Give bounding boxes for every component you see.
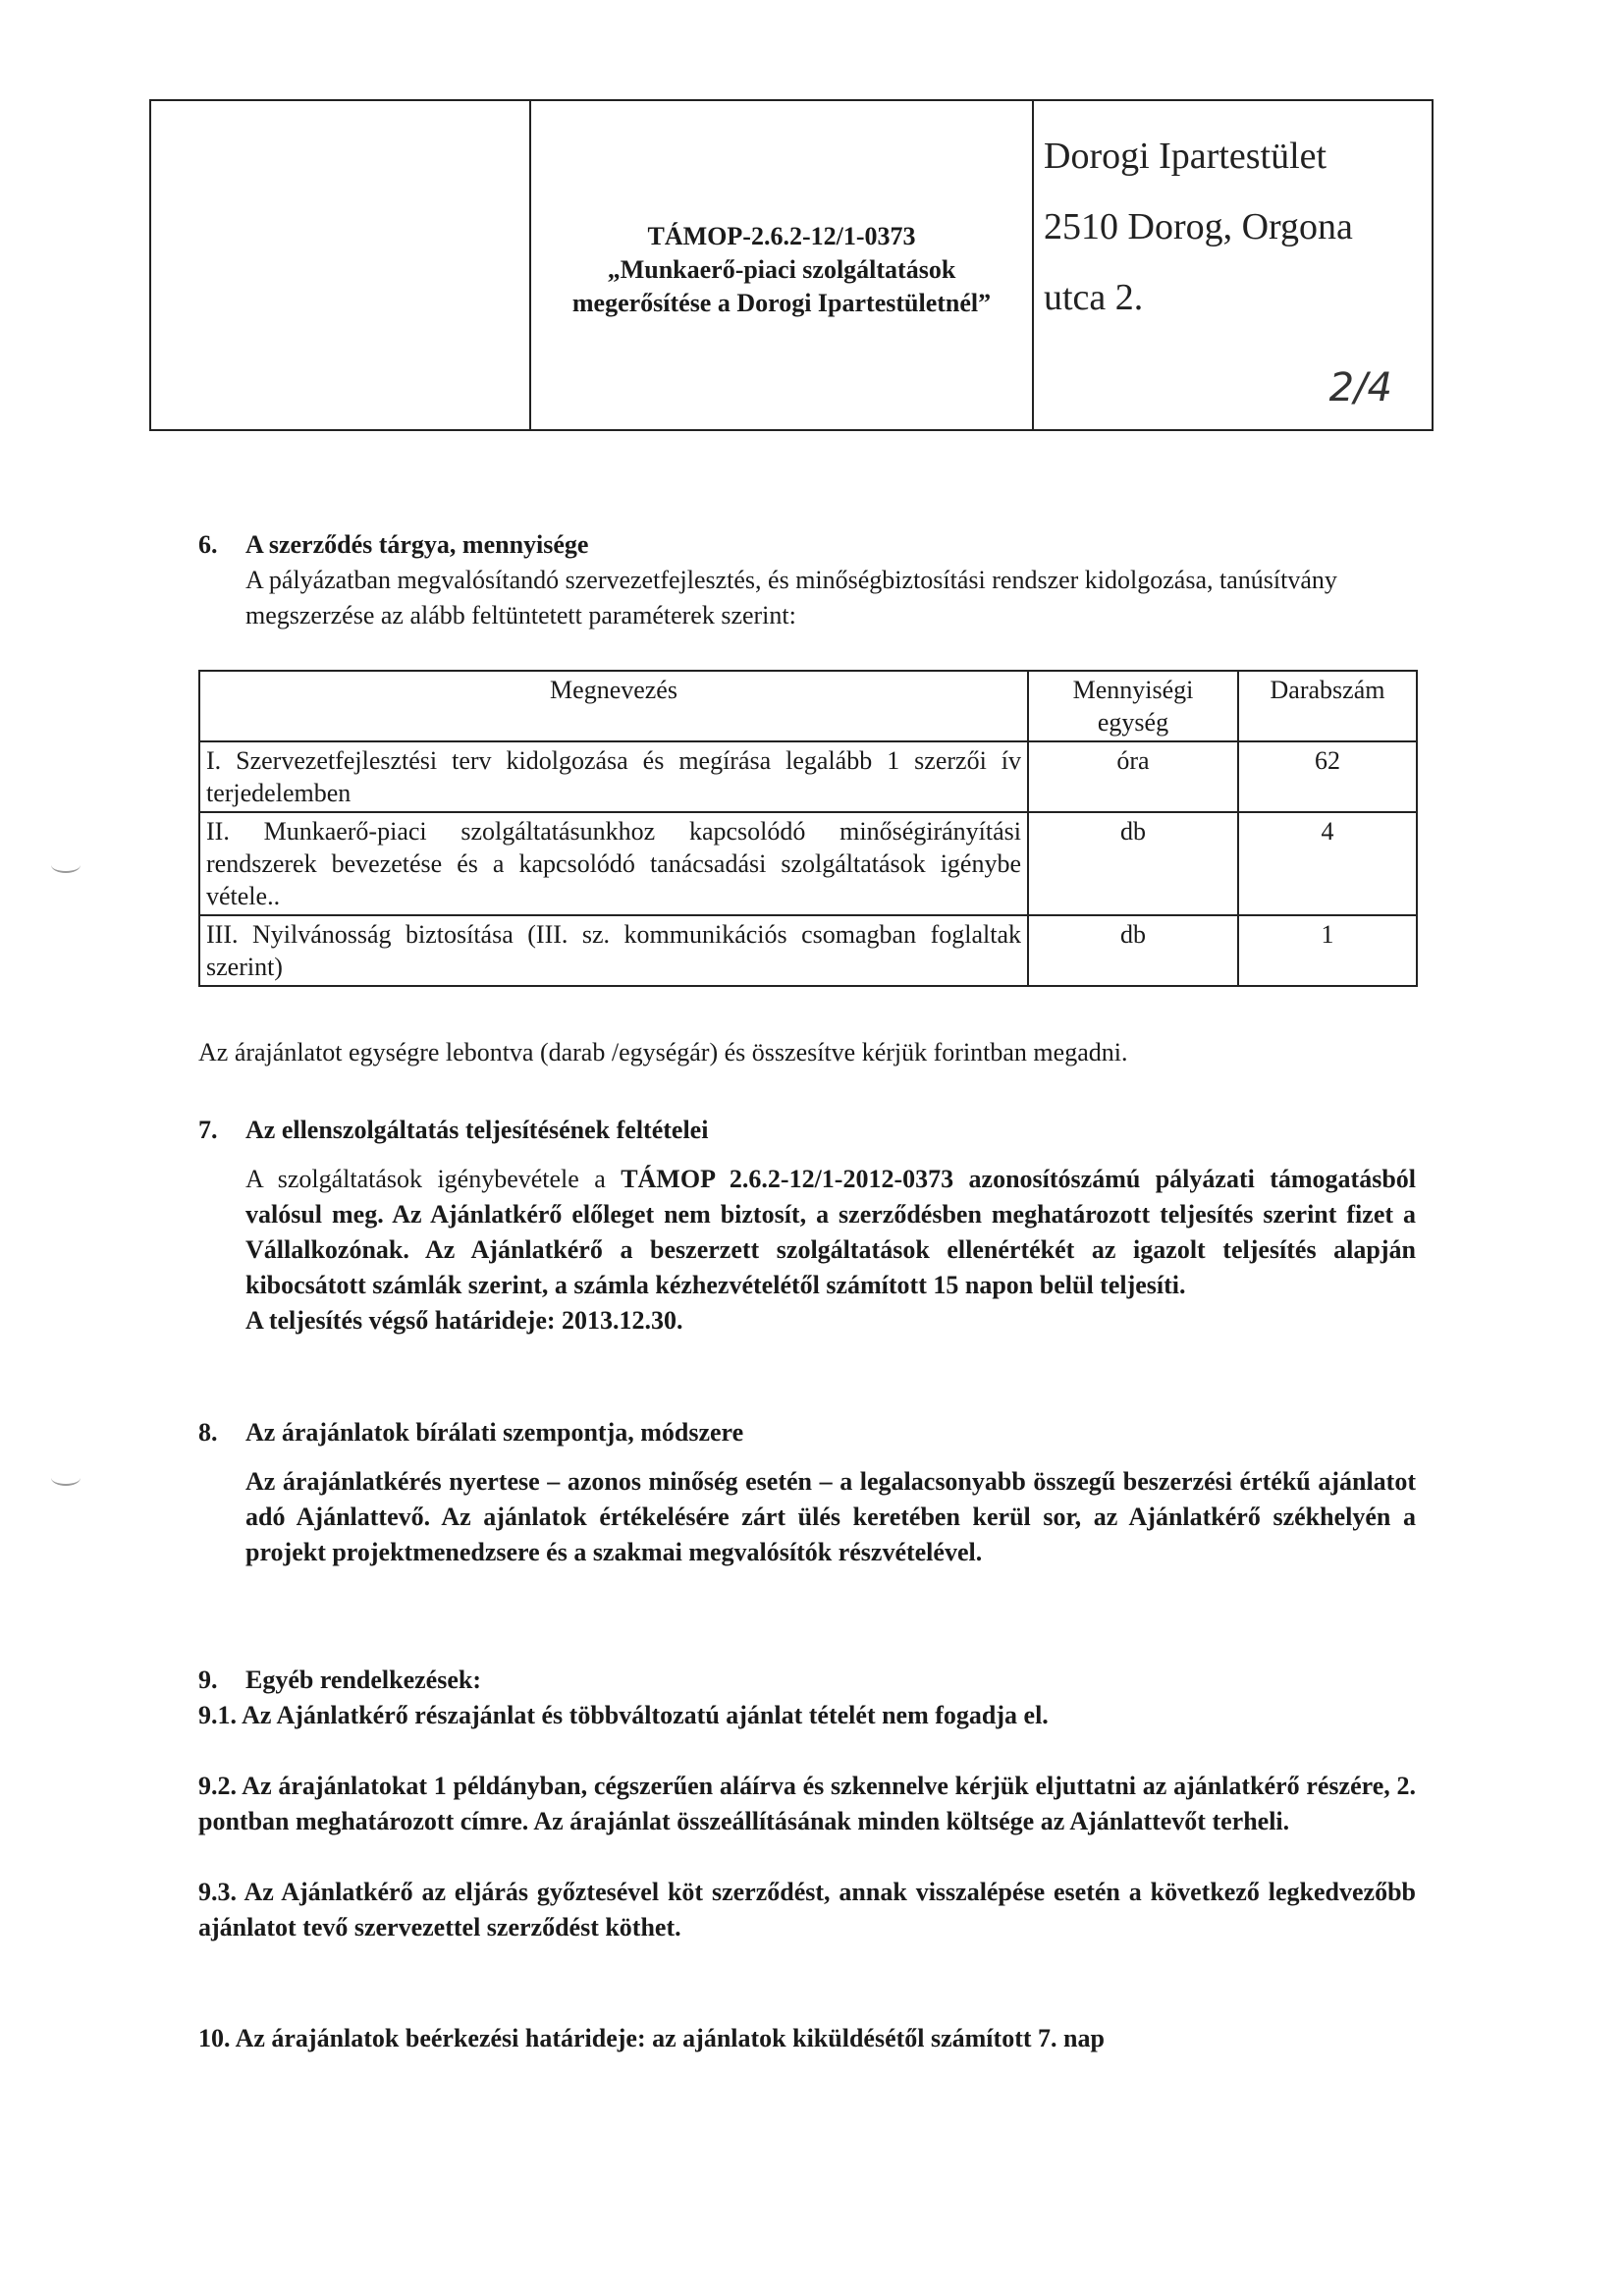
spec-table <box>198 670 1418 987</box>
row-unit: óra <box>1028 741 1238 812</box>
section-6 <box>198 527 1416 633</box>
section-7-title: Az ellenszolgáltatás teljesítésének feltételei <box>245 1116 709 1144</box>
section-9-number: 9. <box>198 1666 218 1694</box>
section-7-deadline: A teljesítés végső határideje: 2013.12.30. <box>245 1306 683 1335</box>
section-6-title: A szerződés tárgya, mennyisége <box>245 530 589 559</box>
header-box <box>149 99 1434 431</box>
table-row <box>199 812 1417 915</box>
scan-mark <box>51 1470 81 1486</box>
section-9-title: Egyéb rendelkezések: <box>245 1666 481 1694</box>
section-8-number: 8. <box>198 1418 218 1447</box>
org-address-line1: 2510 Dorog, Orgona <box>1044 206 1353 247</box>
scan-mark <box>51 857 81 873</box>
row-unit: db <box>1028 812 1238 915</box>
org-name: Dorogi Ipartestület <box>1044 136 1327 177</box>
section-9-1: 9.1. Az Ajánlatkérő részajánlat és többváltozatú ajánlat tételét nem fogadja el. <box>198 1701 1049 1729</box>
row-name: II. Munkaerő-piaci szolgáltatásunkhoz kapcsolódó minőségirányítási rendszerek bevezetése és a kapcsolódó tanácsadási szolgáltatások igénybe vétele.. <box>199 812 1028 915</box>
section-8 <box>198 1415 1416 1570</box>
row-name: I. Szervezetfejlesztési terv kidolgozása és megírása legalább 1 szerzői ív terjedelemben <box>199 741 1028 812</box>
th-unit: Mennyiségi egység <box>1028 671 1238 741</box>
project-code: TÁMOP-2.6.2-12/1-0373 <box>647 222 916 250</box>
section-9-2: 9.2. Az árajánlatokat 1 példányban, cégszerűen aláírva és szkennelve kérjük eljuttatni az ajánlatkérő részére, 2. pontban meghatározott címre. Az árajánlat összeállításának minden költsége az Ajánlattevőt terheli. <box>198 1772 1416 1835</box>
section-6-heading <box>198 527 1416 563</box>
section-7-text-prefix: A szolgáltatások igénybevétele a <box>245 1165 622 1193</box>
row-qty: 62 <box>1238 741 1417 812</box>
row-qty: 4 <box>1238 812 1417 915</box>
org-address-line2: utca 2. <box>1044 277 1144 318</box>
table-header-row <box>199 671 1417 741</box>
row-name: III. Nyilvánosság biztosítása (III. sz. kommunikációs csomagban foglaltak szerint) <box>199 915 1028 986</box>
header-logo-cell <box>151 101 531 429</box>
section-9-heading <box>198 1663 1416 1698</box>
section-9-3: 9.3. Az Ajánlatkérő az eljárás győztesével köt szerződést, annak visszalépése esetén a következő legkedvezőbb ajánlatot tevő szervezettel szerződést köthet. <box>198 1878 1416 1941</box>
table-row <box>199 915 1417 986</box>
section-6-note: Az árajánlatot egységre lebontva (darab /egységár) és összesítve kérjük forintban megadni. <box>198 1038 1128 1066</box>
th-qty: Darabszám <box>1238 671 1417 741</box>
section-7-heading <box>198 1113 1416 1148</box>
section-8-heading <box>198 1415 1416 1450</box>
header-org-cell <box>1034 101 1432 429</box>
table-row <box>199 741 1417 812</box>
row-qty: 1 <box>1238 915 1417 986</box>
th-name: Megnevezés <box>199 671 1028 741</box>
section-8-body: Az árajánlatkérés nyertese – azonos minőség esetén – a legalacsonyabb összegű beszerzési értékű ajánlatot adó Ajánlattevő. Az ajánlatok értékelésére zárt ülés keretében kerül sor, az Ajánlatkérő székhelyén a projekt projektmenedzsere és a szakmai megvalósítók részvételével. <box>245 1467 1416 1566</box>
section-8-title: Az árajánlatok bírálati szempontja, módszere <box>245 1418 744 1447</box>
header-project-cell <box>531 101 1034 429</box>
section-7-text-bold: TÁMOP 2.6.2-12/1-2012-0373 azonosítószámú pályázati támogatásból valósul meg. Az Ajánlatkérő előleget nem biztosít, a szerződésben meghatározott teljesítés szerint fizet a Vállalkozónak. Az Ajánlatkérő a beszerzett szolgáltatások ellenértékét az igazolt teljesítés alapján kibocsátott számlák szerint, a számla kézhezvételétől számított 15 napon belül teljesíti. <box>245 1165 1417 1299</box>
section-7 <box>198 1113 1416 1339</box>
page-mark: 2/4 <box>1328 365 1392 410</box>
section-7-body <box>198 1162 1416 1303</box>
project-title: „Munkaerő-piaci szolgáltatások megerősítése a Dorogi Ipartestületnél” <box>571 255 992 317</box>
section-9 <box>198 1663 1416 1945</box>
row-unit: db <box>1028 915 1238 986</box>
section-10: 10. Az árajánlatok beérkezési határideje: az ajánlatok kiküldésétől számított 7. nap <box>198 2024 1105 2052</box>
section-7-number: 7. <box>198 1116 218 1144</box>
section-6-intro: A pályázatban megvalósítandó szervezetfejlesztés, és minőségbiztosítási rendszer kidolgozása, tanúsítvány megszerzése az alább feltüntetett paraméterek szerint: <box>245 566 1337 629</box>
section-6-number: 6. <box>198 530 218 559</box>
